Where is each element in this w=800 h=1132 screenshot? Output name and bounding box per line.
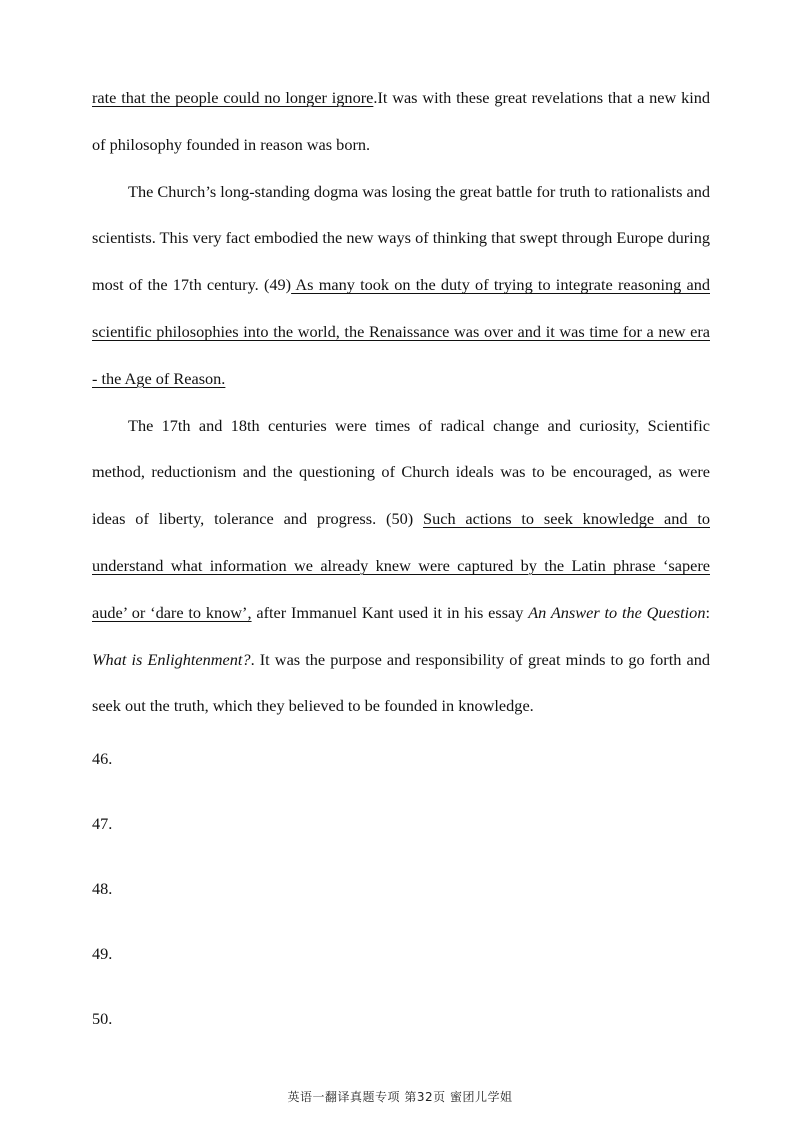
passage xyxy=(92,75,710,730)
page-footer: 英语一翻译真题专项 第32页 蜜团儿学姐 xyxy=(287,1090,513,1104)
question-number-50: (50) xyxy=(386,509,424,529)
essay-title-part-2: What is Enlightenment? xyxy=(92,649,251,669)
paragraph-1 xyxy=(92,75,710,169)
question-number-49: (49) xyxy=(263,275,292,295)
paragraph-1-text: .It was with these great revelations that a new kind of philosophy founded in reason was born. xyxy=(92,88,711,154)
essay-title-colon: : xyxy=(705,602,710,622)
answer-49: 49. xyxy=(92,944,113,963)
answer-48: 48. xyxy=(92,879,113,898)
paragraph-2-text: The Church’s long-standing dogma was losing the great battle for truth to rationalists and scientists. This very fact embodied the new ways of thinking that swept through Europe during most of the 17th century. xyxy=(92,181,710,295)
answer-47: 47. xyxy=(92,814,113,833)
paragraph-3-text: The 17th and 18th centuries were times of radical change and curiosity, Scientific method, reductionism and the questioning of Church ideals was to be encouraged, as were ideas of liberty, tolerance and progress. xyxy=(92,415,710,529)
underlined-sentence-49: As many took on the duty of trying to integrate reasoning and scientific philosophies into the world, the Renaissance was over and it was time for a new era - the Age of Reason. xyxy=(92,275,710,388)
essay-title-part-1: An Answer to the Question xyxy=(528,602,706,622)
underlined-sentence-50: Such actions to seek knowledge and to understand what information we already knew were captured by the Latin phrase ‘sapere aude’ or ‘dare to know’, xyxy=(92,509,710,622)
answer-50: 50. xyxy=(92,1009,113,1028)
answer-46: 46. xyxy=(92,749,113,768)
paragraph-3-text-c: . It was the purpose and responsibility of great minds to go forth and seek out the truth, which they believed to be founded in knowledge. xyxy=(92,649,711,716)
paragraph-3 xyxy=(92,403,710,731)
paragraph-3-text-b: after Immanuel Kant used it in his essay xyxy=(251,602,529,622)
answer-list xyxy=(92,742,710,1067)
paragraph-2 xyxy=(92,169,710,403)
underlined-sentence-48-end: rate that the people could no longer ignore xyxy=(92,88,374,107)
